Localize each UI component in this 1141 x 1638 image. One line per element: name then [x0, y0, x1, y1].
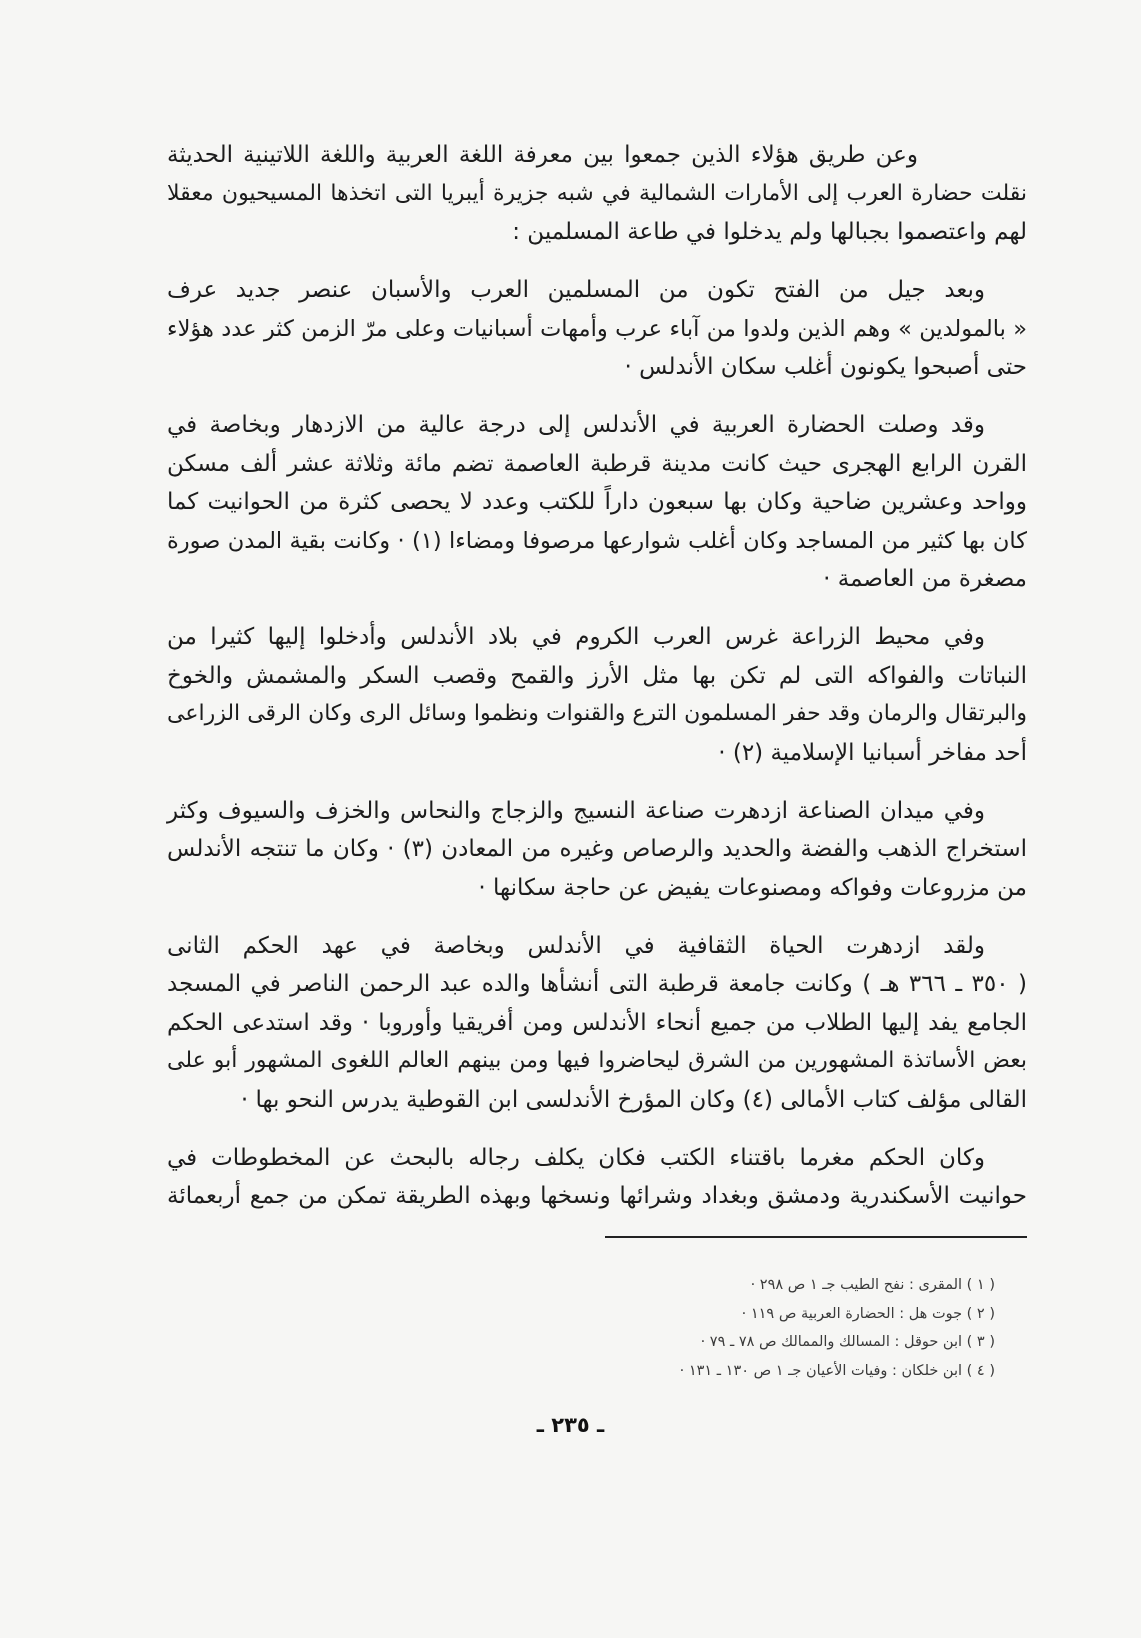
text-line: لهم واعتصموا بجبالها ولم يدخلوا في طاعة المسلمين : — [512, 219, 1027, 245]
text-line: وكان الحكم مغرما باقتناء الكتب فكان يكلف رجاله بالبحث عن المخطوطات في — [167, 1144, 985, 1171]
footnote: ( ٣ ) ابن حوقل : المسالك والممالك ص ٧٨ ـ ٧٩ · — [700, 1334, 995, 1350]
text-line: وواحد وعشرين ضاحية وكان بها سبعون داراً للكتب وعدد لا يحصى كثرة من الحوانيت كما — [167, 489, 1027, 515]
text-line: وبعد جيل من الفتح تكون من المسلمين العرب والأسبان عنصر جديد عرف — [167, 277, 985, 303]
text-line: الجامع يفد إليها الطلاب من جميع أنحاء الأندلس ومن أفريقيا وأوروبا · وقد استدعى الحكم — [167, 1009, 1027, 1036]
text-line: نقلت حضارة العرب إلى الأمارات الشمالية في شبه جزيرة أيبريا التى اتخذها المسيحيون معقلا — [167, 180, 1027, 206]
paragraph — [167, 406, 1027, 599]
text-line: القالى مؤلف كتاب الأمالى (٤) وكان المؤرخ الأندلسى ابن القوطية يدرس النحو بها · — [240, 1086, 1027, 1113]
text-line: وفي ميدان الصناعة ازدهرت صناعة النسيج والزجاج والنحاس والخزف والسيوف وكثر — [167, 797, 985, 824]
text-line: كان بها كثير من المساجد وكان أغلب شوارعها مرصوفا ومضاءا (١) · وكانت بقية المدن صورة — [167, 527, 1027, 554]
text-line: والبرتقال والرمان وقد حفر المسلمون الترع والقنوات ونظموا وسائل الرى وكان الرقى الزراعى — [167, 701, 1027, 726]
text-line: « بالمولدين » وهم الذين ولدوا من آباء عرب وأمهات أسبانيات وعلى مرّ الزمن كثر عدد هؤلاء — [167, 315, 1027, 342]
page-number: ـ ٢٣٥ ـ — [536, 1413, 605, 1437]
text-line: وقد وصلت الحضارة العربية في الأندلس إلى درجة عالية من الازدهار وبخاصة في — [167, 412, 985, 438]
text-line: من مزروعات وفواكه ومصنوعات يفيض عن حاجة سكانها · — [478, 874, 1027, 901]
paragraph — [167, 618, 1027, 772]
text-line: ( ٣٥٠ ـ ٣٦٦ هـ ) وكانت جامعة قرطبة التى أنشأها والده عبد الرحمن الناصر في المسجد — [167, 971, 1027, 997]
text-line: وعن طريق هؤلاء الذين جمعوا بين معرفة اللغة العربية واللغة اللاتينية الحديثة — [167, 142, 918, 168]
paragraph — [167, 136, 1027, 252]
footnote-separator — [605, 1236, 1027, 1238]
footnote: ( ٢ ) جوت هل : الحضارة العربية ص ١١٩ · — [741, 1305, 995, 1322]
text-line: النباتات والفواكه التى لم تكن بها مثل الأرز والقمح وقصب السكر والمشمش والخوخ — [167, 662, 1027, 689]
body-text — [167, 136, 1027, 1216]
text-line: حتى أصبحوا يكونون أغلب سكان الأندلس · — [624, 354, 1027, 380]
text-line: وفي محيط الزراعة غرس العرب الكروم في بلاد الأندلس وأدخلوا إليها كثيرا من — [167, 624, 985, 650]
text-line: بعض الأساتذة المشهورين من الشرق ليحاضروا فيها ومن بينهم العالم اللغوى المشهور أبو على — [167, 1048, 1027, 1073]
text-line: استخراج الذهب والفضة والحديد والرصاص وغيره من المعادن (٣) · وكان ما تنتجه الأندلس — [167, 836, 1027, 862]
text-line: مصغرة من العاصمة · — [823, 566, 1027, 592]
paragraph — [167, 1139, 1027, 1216]
text-line: ولقد ازدهرت الحياة الثقافية في الأندلس وبخاصة في عهد الحكم الثانى — [167, 932, 985, 959]
text-line: القرن الرابع الهجرى حيث كانت مدينة قرطبة العاصمة تضم مائة وثلاثة عشر ألف مسكن — [167, 450, 1027, 477]
footnote: ( ١ ) المقرى : نفح الطيب جـ ١ ص ٢٩٨ · — [750, 1277, 995, 1293]
text-line: حوانيت الأسكندرية ودمشق وبغداد وشرائها ونسخها وبهذه الطريقة تمكن من جمع أربعمائة — [167, 1183, 1027, 1209]
paragraph — [167, 792, 1027, 908]
paragraph — [167, 271, 1027, 387]
paragraph — [167, 927, 1027, 1120]
footnote: ( ٤ ) ابن خلكان : وفيات الأعيان جـ ١ ص ١٣٠ ـ ١٣١ · — [679, 1362, 995, 1379]
footnotes — [475, 1271, 995, 1385]
text-line: أحد مفاخر أسبانيا الإسلامية (٢) · — [718, 739, 1027, 766]
